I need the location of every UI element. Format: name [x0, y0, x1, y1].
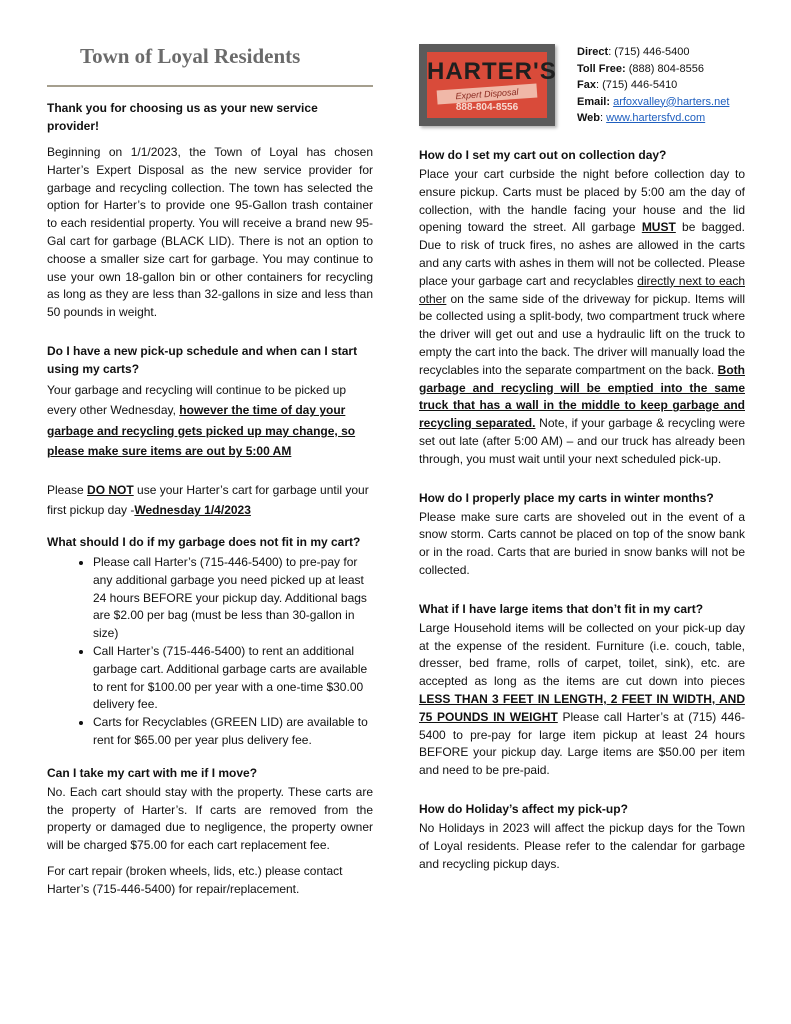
logo-name: HARTER'S: [427, 58, 557, 85]
contact-email: Email: arfoxvalley@harters.net: [577, 95, 730, 108]
faq-schedule-answer: Your garbage and recycling will continue to be picked up every other Wednesday, however the time of day your garbage and recycling gets picked up may change, so please make sure items are out by 5:00 AM: [47, 382, 356, 459]
contact-fax: Fax: (715) 446-5410: [577, 79, 678, 91]
faq-winter-answer: Please make sure carts are shoveled out in the event of a snow storm. Carts cannot be placed on top of the snow bank or in the road. Carts that are buried in snow banks will not be collected.: [419, 509, 745, 577]
faq-overflow-question: What should I do if my garbage does not fit in my cart?: [47, 534, 361, 549]
do-not-use-notice: Please DO NOT use your Harter’s cart for garbage until your first pickup day -Wednesday 1/4/2023: [47, 482, 369, 518]
email-link[interactable]: arfoxvalley@harters.net: [613, 95, 730, 108]
faq-setout-answer: Place your cart curbside the night before collection day to ensure pickup. Carts must be placed by 5:00 am the day of collection, with the handle facing your house and the lid opening toward the street. All garbage MUST be bagged. Due to risk of truck fires, no ashes are allowed in the carts and any carts with ashes in them will not be collected. Please place your garbage cart and recyclables directly next to each other on the same side of the driveway for pickup. Items will be collected using a split-body, two compartment truck where the driver will get out and use a hydraulic lift on the truck to empty the cart into the back. The driver will manually load the recyclables into the separate compartment on the back. Both garbage and recycling will be emptied into the same truck that has a wall in the middle to keep garbage and recycling separated. Note, if your garbage & recycling were set out late (after 5:00 AM) – and our truck has already been through, you must wait until your next scheduled pick-up.: [419, 167, 745, 466]
contact-web: Web: www.hartersfvd.com: [577, 112, 706, 124]
list-item: • Call Harter’s (715-446-5400) to rent an additional garbage cart. Additional garbage carts are available to rent for $100.00 per year with a one-time $30.00 delivery fee.: [93, 643, 373, 714]
page-title: Town of Loyal Residents: [80, 44, 301, 68]
right-column: [419, 146, 745, 873]
left-column: [47, 99, 373, 899]
thanks-heading: Thank you for choosing us as your new service provider!: [47, 101, 318, 133]
harters-logo: [419, 44, 555, 126]
contact-tollfree: Toll Free: (888) 804-8556: [577, 62, 704, 75]
contact-direct: Direct: (715) 446-5400: [577, 46, 690, 58]
list-item: • Carts for Recyclables (GREEN LID) are available to rent for $65.00 per year plus delivery fee.: [93, 714, 373, 750]
contact-block: [577, 44, 729, 127]
overflow-options-list: [47, 554, 373, 750]
list-item: • Please call Harter’s (715-446-5400) to pre-pay for any additional garbage you need picked up at least 24 hours BEFORE your pickup day. Additional bags are $2.00 per bag (must be less than 30-gallon in size): [93, 554, 373, 643]
logo-phone: 888-804-8556: [455, 102, 519, 113]
title-divider: [47, 85, 373, 87]
faq-move-question: Can I take my cart with me if I move?: [47, 765, 258, 780]
faq-large-items-answer: Large Household items will be collected on your pick-up day at the expense of the resident. Furniture (i.e. couch, table, dresser, bed frame, rolls of carpet, toilet, sink), etc. are accepted as long as the items are cut down into pieces LESS THAN 3 FEET IN LENGTH, 2 FEET IN WIDTH, AND 75 POUNDS IN WEIGHT Please call Harter’s at (715) 446-5400 to pre-pay for large item pickup at least 24 hours BEFORE your pickup day. Large items are $50.00 per item and need to be pre-paid.: [419, 620, 745, 778]
logo-tagline: Expert Disposal: [437, 84, 538, 105]
faq-winter-question: How do I properly place my carts in winter months?: [419, 490, 714, 505]
faq-move-answer: No. Each cart should stay with the property. These carts are the property of Harter’s. If carts are removed from the property or damaged due to negligence, the property owner will be charged $75.00 for each cart replacement fee.: [47, 784, 373, 853]
web-link[interactable]: www.hartersfvd.com: [606, 112, 706, 124]
cart-repair-note: For cart repair (broken wheels, lids, etc.) please contact Harter’s (715-446-5400) for repair/replacement.: [47, 863, 343, 896]
faq-holiday-answer: No Holidays in 2023 will affect the pickup days for the Town of Loyal residents. Please refer to the calendar for garbage and recycling pickup days.: [419, 820, 745, 871]
faq-large-items-question: What if I have large items that don’t fit in my cart?: [419, 601, 704, 616]
logo-plate: [427, 52, 557, 118]
intro-paragraph: Beginning on 1/1/2023, the Town of Loyal has chosen Harter’s Expert Disposal as the new service provider for garbage and recycling collection. The town has selected the option for Harter’s to provide one 95-Gallon trash container to each residential property. You will receive a brand new 95-Gal cart for garbage (BLACK LID). There is not an option to choose a smaller size cart for garbage. You may continue to use your own 18-gallon bin or other containers for recycling as long as they are less than 32-gallons in size and less than 50 pounds in weight.: [47, 145, 373, 320]
faq-setout-question: How do I set my cart out on collection day?: [419, 148, 667, 162]
faq-schedule-question: Do I have a new pick-up schedule and when can I start using my carts?: [47, 343, 358, 376]
faq-holiday-question: How do Holiday’s affect my pick-up?: [419, 801, 628, 816]
